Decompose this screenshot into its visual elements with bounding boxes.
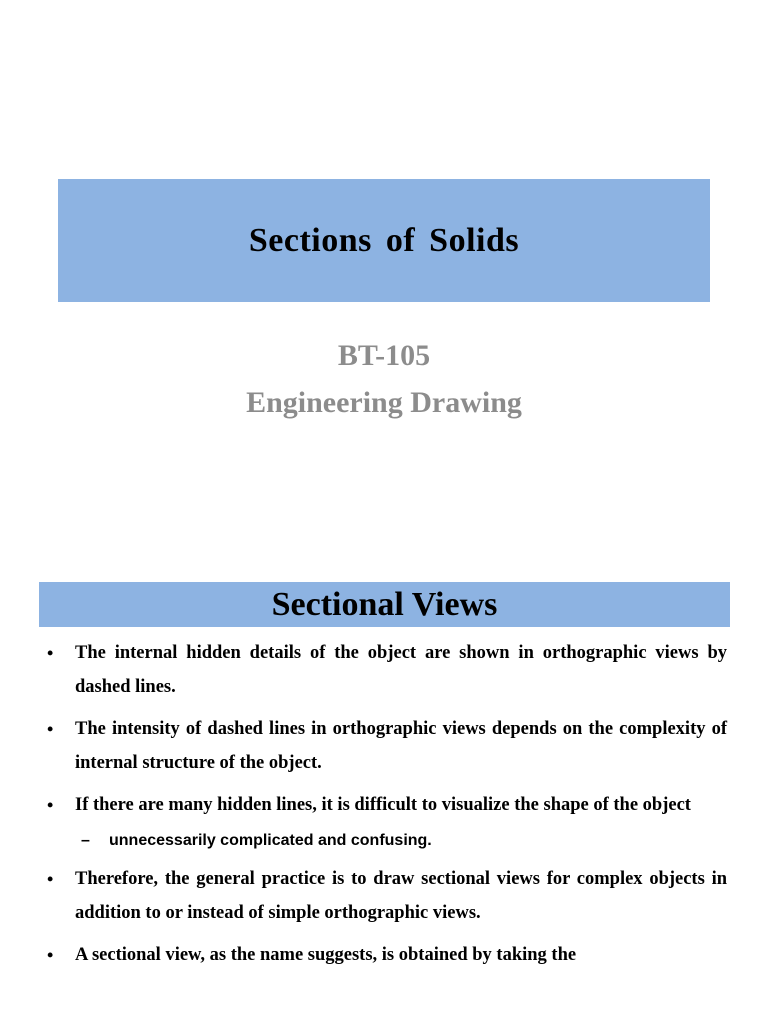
- list-item: [47, 788, 727, 822]
- list-item: [47, 712, 727, 780]
- list-item: [47, 938, 727, 972]
- sub-bullet-text: unnecessarily complicated and confusing.: [109, 832, 432, 849]
- bullet-text: A sectional view, as the name suggests, is obtained by taking the: [75, 945, 577, 965]
- bullet-text: The intensity of dashed lines in orthographic views depends on the complexity of internal structure of the object.: [75, 719, 727, 773]
- bullet-text: If there are many hidden lines, it is difficult to visualize the shape of the object: [75, 795, 691, 815]
- bullet-text: The internal hidden details of the object are shown in orthographic views by dashed lines.: [75, 643, 727, 697]
- slide-title: Sections of Solids: [248, 221, 520, 259]
- bullet-icon: •: [47, 869, 54, 889]
- course-name: Engineering Drawing: [246, 386, 522, 419]
- subtitle-block: [0, 332, 768, 426]
- list-item: [47, 636, 727, 704]
- section-title: Sectional Views: [271, 586, 498, 623]
- bullet-icon: •: [47, 795, 54, 815]
- section-banner: [39, 582, 730, 627]
- course-code: BT-105: [337, 339, 431, 372]
- bullet-icon: •: [47, 945, 54, 965]
- bullet-list: [47, 636, 727, 980]
- bullet-icon: •: [47, 719, 54, 739]
- sub-list-item: [47, 828, 727, 854]
- bullet-text: Therefore, the general practice is to draw sectional views for complex objects in addition to or instead of simple orthographic views.: [75, 869, 727, 923]
- list-item: [47, 862, 727, 930]
- dash-icon: –: [81, 832, 90, 849]
- bullet-icon: •: [47, 643, 54, 663]
- title-banner: [58, 179, 710, 302]
